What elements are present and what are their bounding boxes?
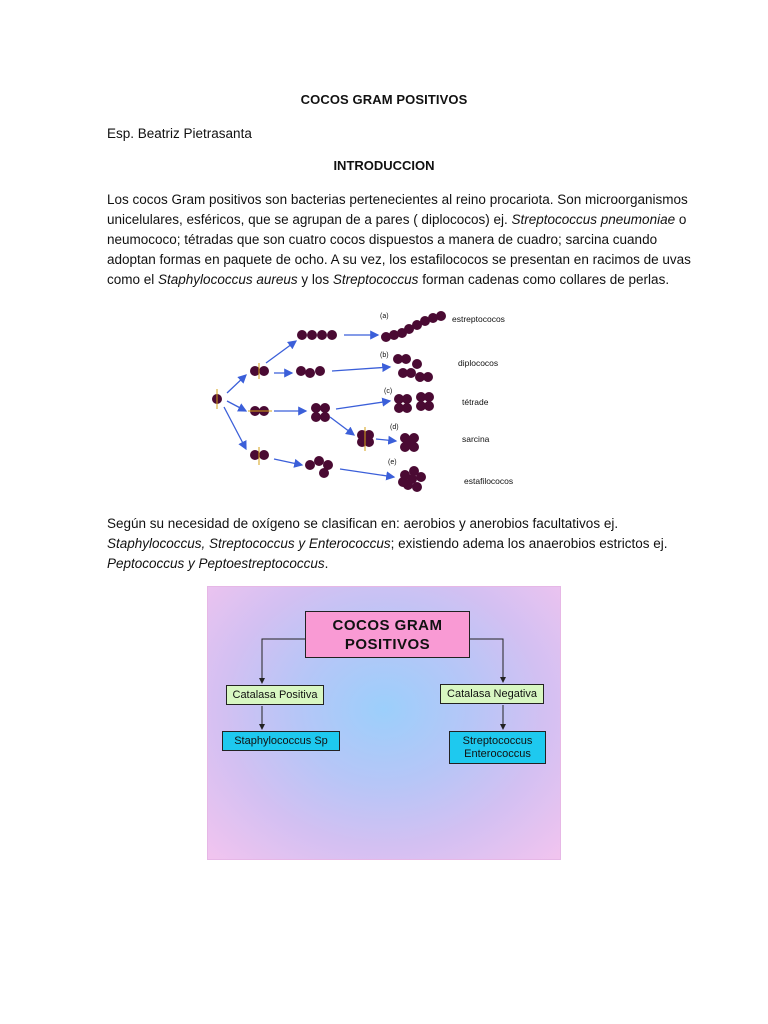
strep-line-2: Enterococcus	[464, 748, 531, 760]
intro-line-3: neumococo; tétradas que son cuatro cocos dispuestos a manera de cuadro; sarcina cuando	[107, 232, 658, 247]
cocci-arrangement-diagram	[200, 305, 560, 500]
document-title: COCOS GRAM POSITIVOS	[300, 92, 468, 107]
label-c: (c)	[384, 388, 393, 395]
oxygen-paragraph	[107, 514, 667, 574]
oxygen-line-2: Staphylococcus, Streptococcus y Enterococcus; existiendo adema los anaerobios estrictos ej.	[107, 536, 668, 551]
intro-line-5: como el Staphylococcus aureus y los Streptococcus forman cadenas como collares de perlas.	[107, 272, 670, 287]
anaerobes-italic: Peptococcus y Peptoestreptococcus	[107, 556, 325, 571]
intro-line-4: adoptan formas en paquete de ocho. A su vez, los estafilococos se presentan en racimos de uvas	[107, 252, 691, 267]
species-italic: Streptococcus pneumoniae	[511, 212, 676, 227]
label-tetrade: tétrade	[462, 397, 489, 407]
label-estafilococos: estafilococos	[464, 476, 514, 486]
intro-line-1: Los cocos Gram positivos son bacterias pertenecientes al reino procariota. Son microorganismos	[107, 192, 688, 207]
section-heading: INTRODUCCION	[333, 158, 435, 173]
genera-italic: Staphylococcus, Streptococcus y Enterococcus	[107, 536, 391, 551]
root-line-2: POSITIVOS	[344, 636, 431, 653]
oxygen-line-1: Según su necesidad de oxígeno se clasifican en: aerobios y anerobios facultativos ej.	[107, 516, 619, 531]
label-sarcina: sarcina	[462, 434, 490, 444]
staphylococcus-box: Staphylococcus Sp	[222, 731, 340, 751]
author-line: Esp. Beatriz Pietrasanta	[107, 126, 252, 141]
oxygen-line-3: Peptococcus y Peptoestreptococcus.	[107, 556, 329, 571]
label-diplococos: diplococos	[458, 358, 499, 368]
strep-line-1: Streptococcus	[462, 735, 533, 747]
label-e: (e)	[388, 459, 397, 466]
root-box	[305, 611, 470, 658]
species-italic: Staphylococcus aureus	[158, 272, 298, 287]
label-d: (d)	[390, 424, 399, 431]
classification-flowchart	[208, 587, 560, 859]
catalasa-negativa-box: Catalasa Negativa	[440, 684, 544, 704]
streptococcus-enterococcus-box	[449, 731, 546, 764]
label-estreptococos: estreptococos	[452, 314, 505, 324]
genus-italic: Streptococcus	[332, 272, 419, 287]
catalasa-positiva-box: Catalasa Positiva	[226, 685, 324, 705]
label-a: (a)	[380, 313, 389, 320]
intro-paragraph	[107, 190, 691, 290]
intro-line-2: unicelulares, esféricos, que se agrupan de a pares ( diplococos) ej. Streptococcus pneumoniae o	[107, 212, 687, 227]
root-line-1: COCOS GRAM	[332, 617, 443, 634]
label-b: (b)	[380, 352, 389, 359]
